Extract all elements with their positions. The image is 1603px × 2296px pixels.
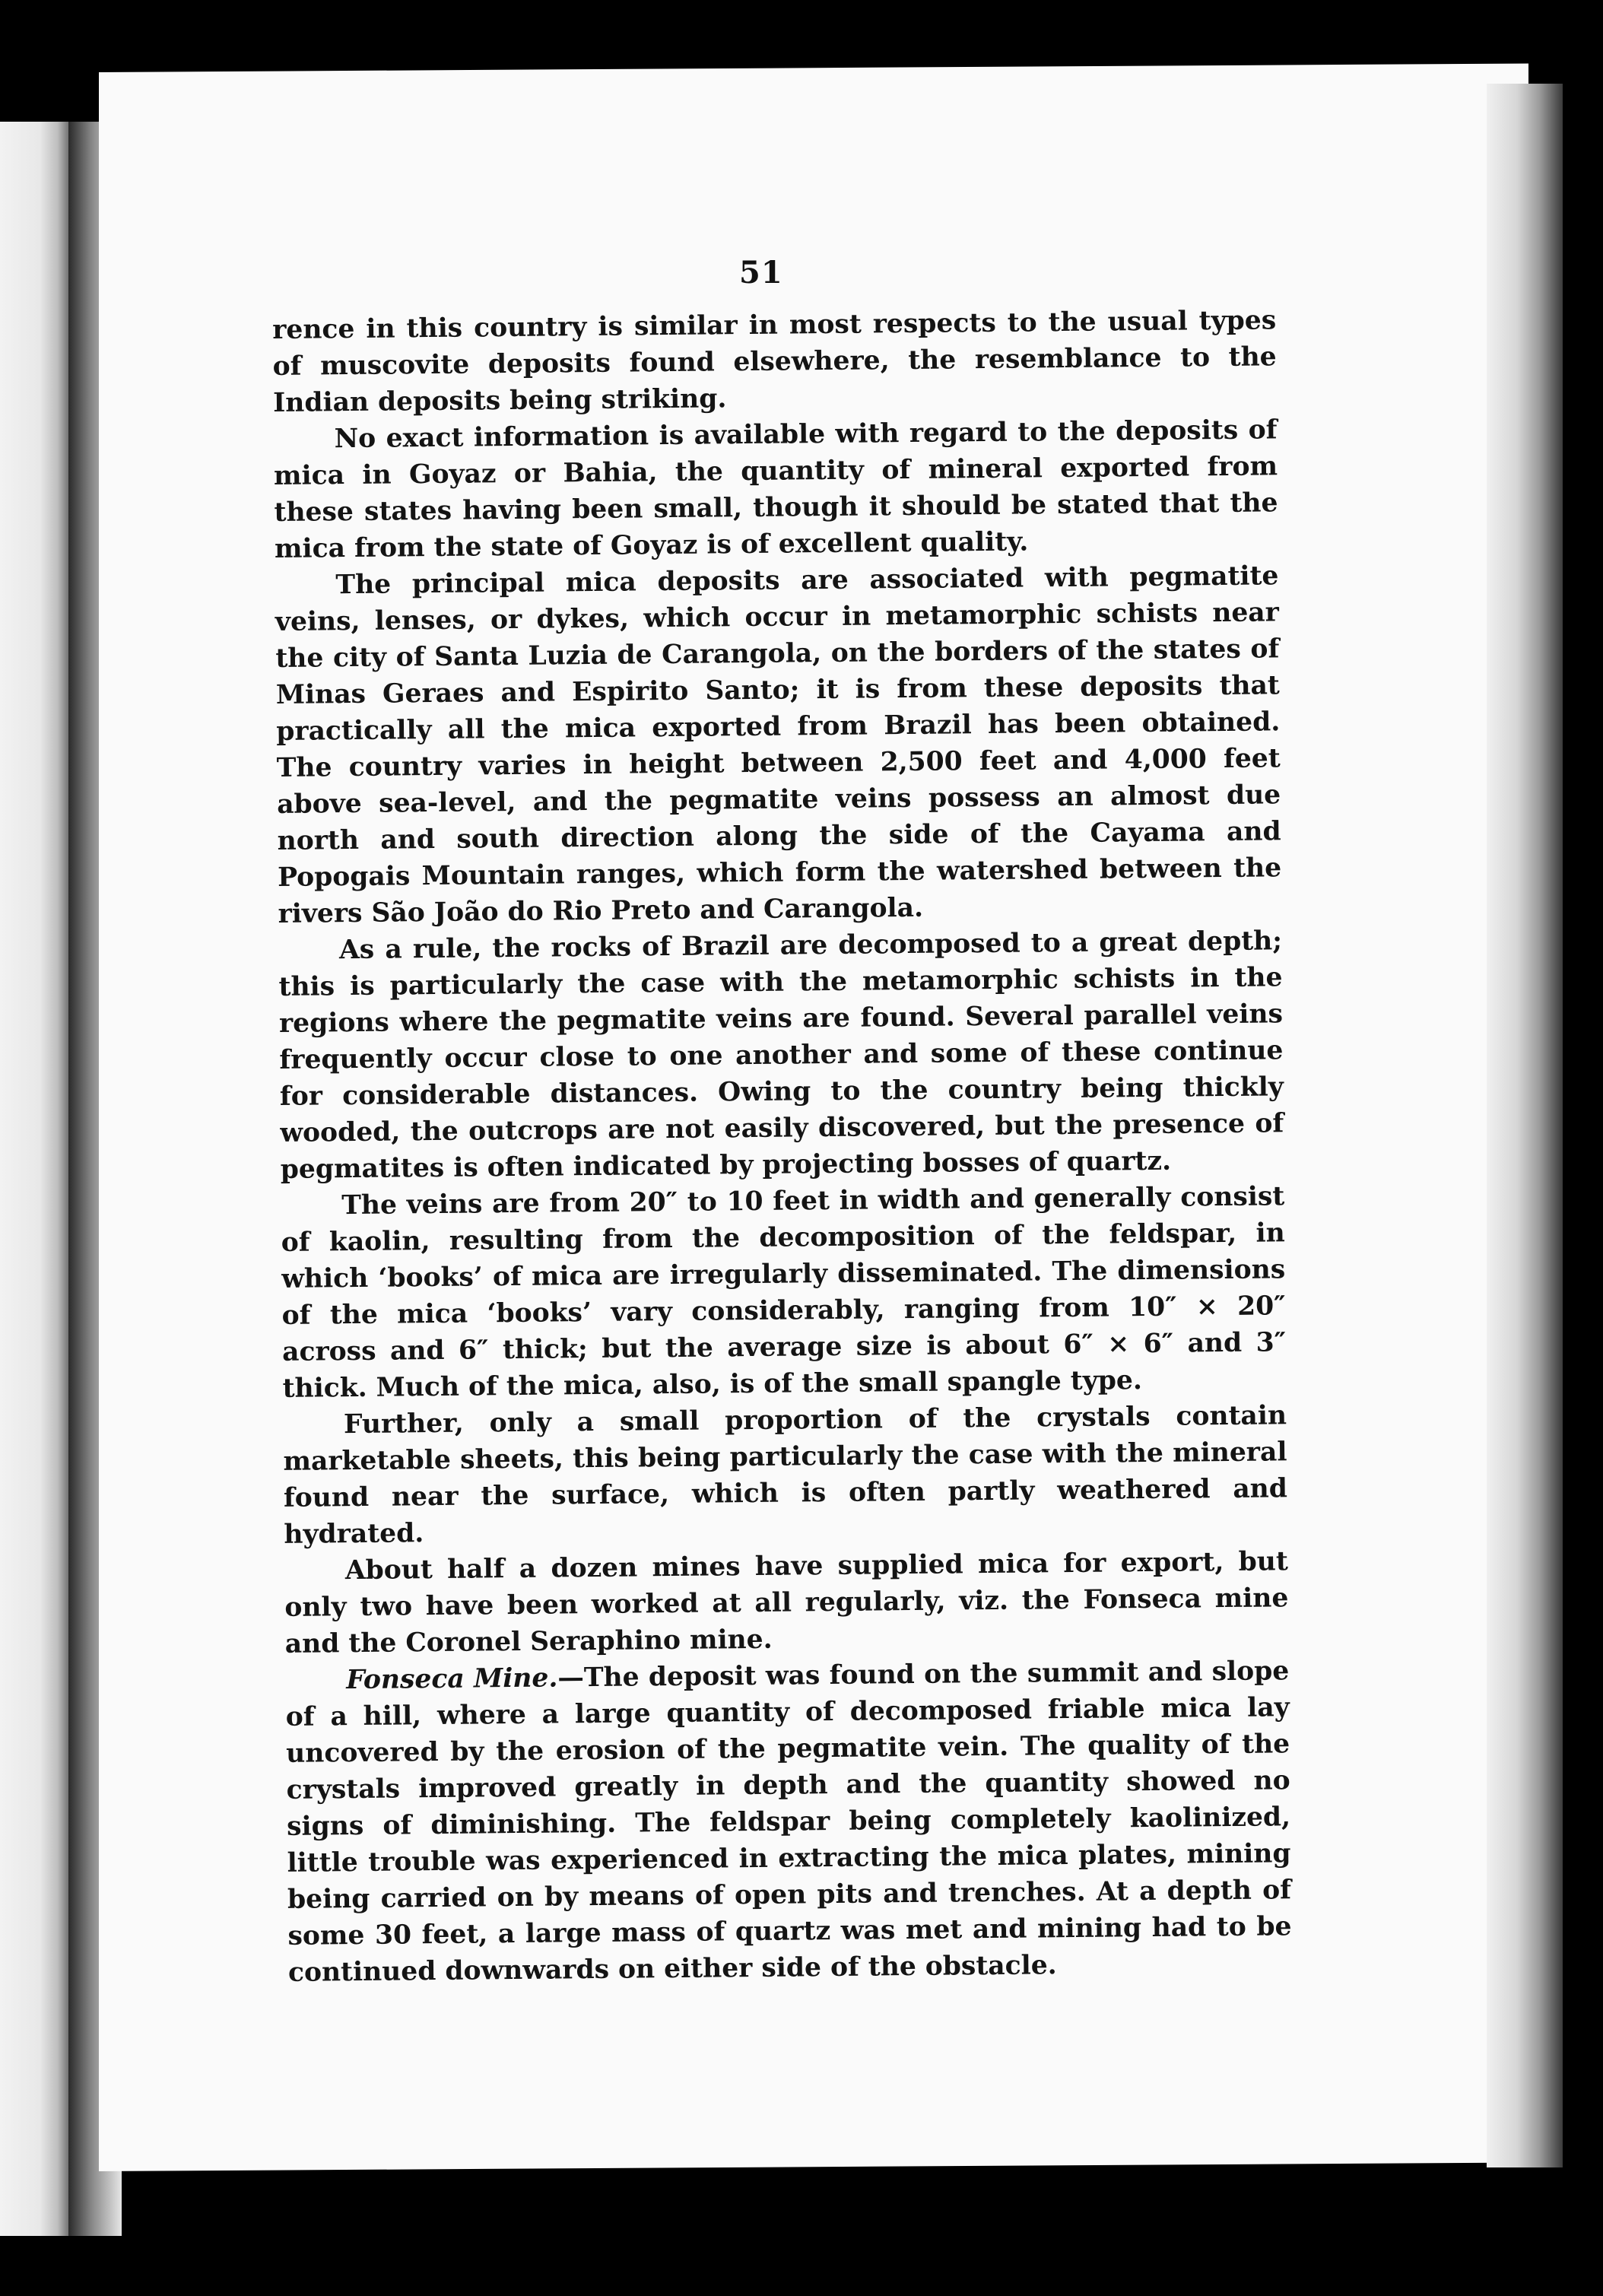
paragraph: About half a dozen mines have supplied mica for export, but only two have been worked at all regularly, viz. the Fonseca mine and the Coronel Seraphino mine.: [284, 1546, 1289, 1659]
paragraph: No exact information is available with regard to the deposits of mica in Goyaz or Bahia, the quantity of mineral exported from these states having been small, though it should be stated that the mica from the state of Goyaz is of excellent quality.: [273, 414, 1278, 564]
paragraph: The principal mica deposits are associated with pegmatite veins, lenses, or dykes, which occur in metamorphic schists near the city of Santa Luzia de Carangola, on the borders of the states of Minas Geraes and Espirito Santo; it is from these deposits that practically all the mica exported from Brazil has been obtained. The country varies in height between 2,500 feet and 4,000 feet above sea-level, and the pegmatite veins possess an almost due north and south direction along the side of the Cayama and Popogais Mountain ranges, which form the watershed between the rivers São João do Rio Preto and Carangola.: [275, 561, 1282, 929]
paragraph-body: —The deposit was found on the summit and slope of a hill, where a large quantity of decomposed friable mica lay uncovered by the erosion of the pegmatite vein. The quality of the crystals improved greatly in depth and the quantity showed no signs of diminishing. The feldspar being completely kaolinized, little trouble was experienced in extracting the mica plates, mining being carried on by means of open pits and trenches. At a depth of some 30 feet, a large mass of quartz was met and mining had to be continued downwards on either side of the obstacle.: [285, 1656, 1292, 1988]
paragraph: The veins are from 20″ to 10 feet in width and generally consist of kaolin, resulting from the decomposition of the feldspar, in which ‘books’ of mica are irregularly disseminated. The dimensions of the mica ‘books’ vary considerably, ranging from 10″ × 20″ across and 6″ thick; but the average size is about 6″ × 6″ and 3″ thick. Much of the mica, also, is of the small spangle type.: [281, 1181, 1287, 1404]
page-stack-edge: [1487, 84, 1563, 2167]
page-number: 51: [739, 255, 783, 291]
body-text: [272, 302, 1292, 1991]
paragraph: rence in this country is similar in most respects to the usual types of muscovite deposits found elsewhere, the resemblance to the Indian deposits being striking.: [272, 305, 1277, 418]
paragraph-with-heading: [285, 1653, 1292, 1991]
section-heading: Fonseca Mine.: [346, 1662, 558, 1696]
paragraph: Further, only a small proportion of the crystals contain marketable sheets, this being particularly the case with the mineral found near the surface, which is often partly weathered and hydrated.: [283, 1400, 1288, 1550]
previous-page-edge: [0, 122, 72, 2236]
paragraph: As a rule, the rocks of Brazil are decomposed to a great depth; this is particularly the case with the metamorphic schists in the regions where the pegmatite veins are found. Several parallel veins frequently occur close to one another and some of these continue for considerable distances. Owing to the country being thickly wooded, the outcrops are not easily discovered, but the presence of pegmatites is often indicated by projecting bosses of quartz.: [278, 926, 1284, 1185]
